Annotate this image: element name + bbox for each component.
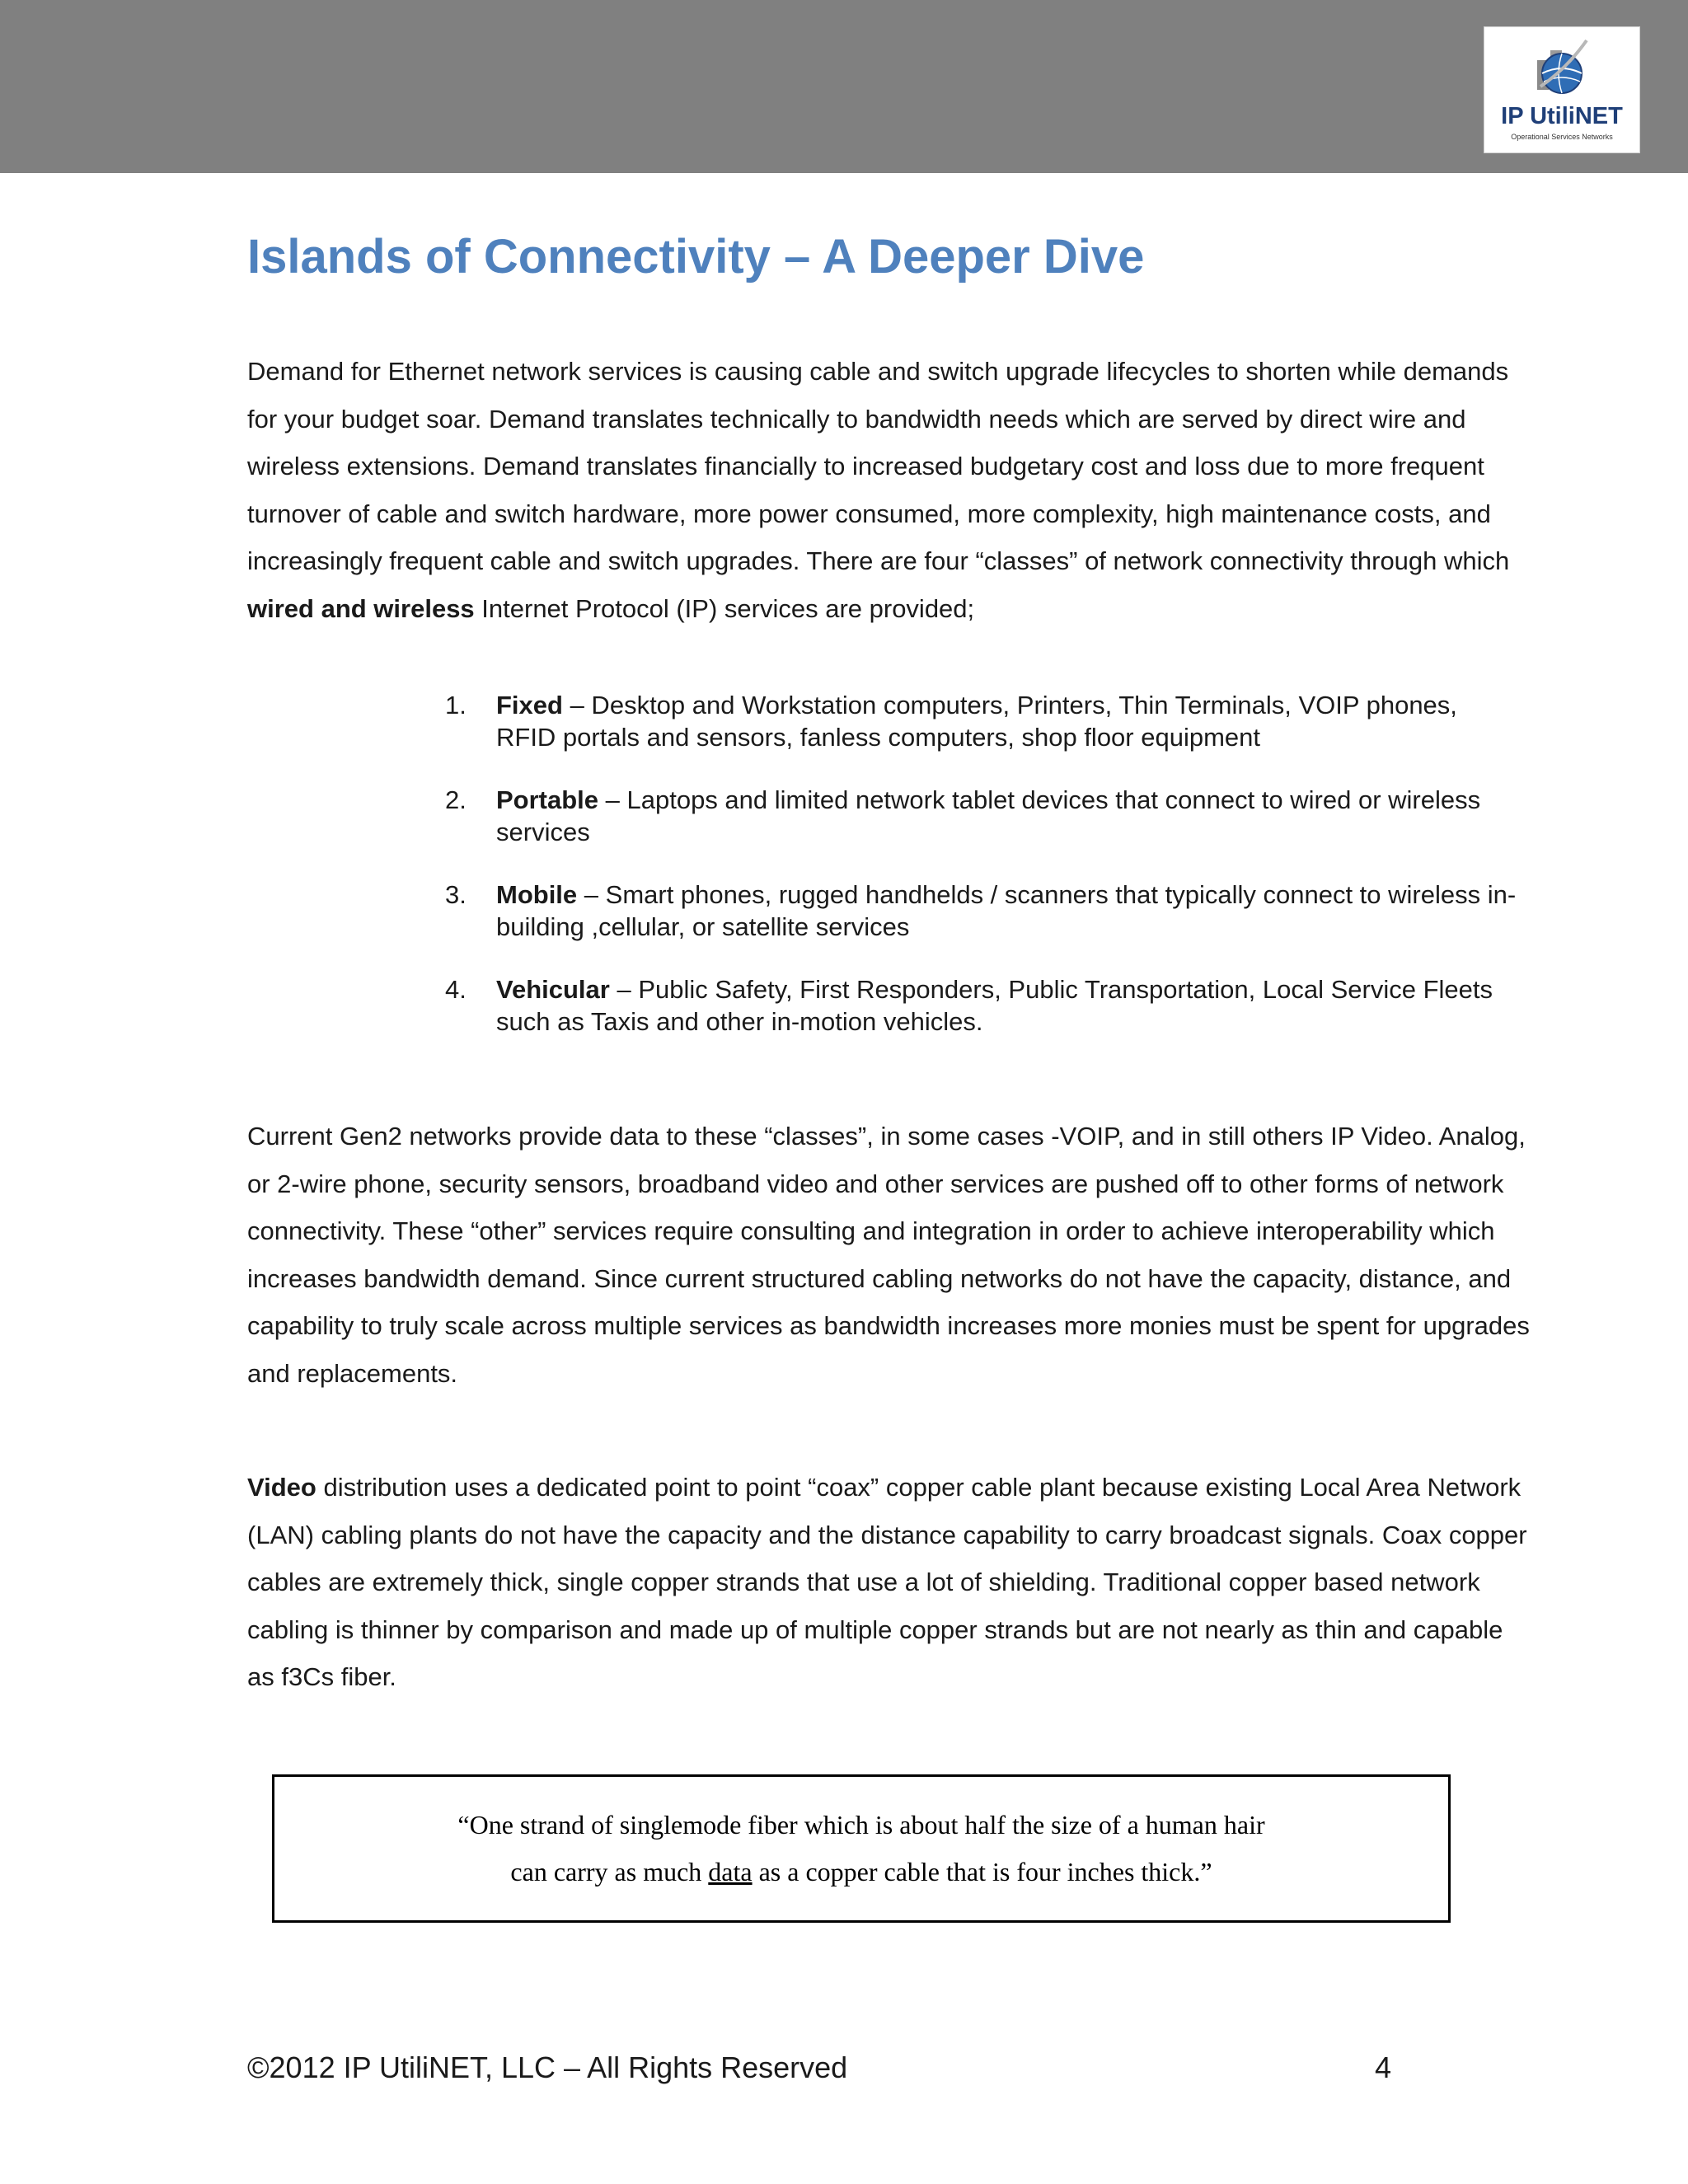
company-logo — [1484, 26, 1640, 153]
quote-line-2 — [274, 1849, 1448, 1896]
list-item — [445, 973, 1517, 1038]
gen2-paragraph: Current Gen2 networks provide data to these “classes”, in some cases -VOIP, and in still others IP Video. Analog, or 2-wire phone, security sensors, broadband video and other services are pushed off to other forms of network connectivity. These “other” services require consulting and integration in order to achieve interoperability which increases bandwidth demand. Since current structured cabling networks do not have the capacity, distance, and capability to truly scale across multiple services as bandwidth increases more monies must be spent for upgrades and replacements. — [247, 1122, 1530, 1388]
intro-paragraph — [247, 348, 1533, 632]
video-text: distribution uses a dedicated point to point “coax” copper cable plant because existing Local Area Network (LAN) cabling plants do not have the capacity and the distance capability to carry broadcast signals. Coax copper cables are extremely thick, single copper strands that use a lot of shielding. Traditional copper based network cabling is thinner by comparison and made up of multiple copper strands but are not nearly as thin and capable as f3Cs fiber. — [247, 1473, 1527, 1691]
list-item-term: Vehicular — [496, 975, 610, 1004]
list-item-number: 2. — [445, 785, 467, 814]
intro-text-end: Internet Protocol (IP) services are provided; — [474, 593, 975, 623]
intro-text-start: Demand for Ethernet network services is causing cable and switch upgrade lifecycles to shorten while demands for your budget soar. Demand translates technically to bandwidth needs which are served by direct wire and wireless extensions. Demand translates financially to increased budgetary cost and loss due to more frequent turnover of cable and switch hardware, more power consumed, more complexity, high maintenance costs, and increasingly frequent cable and switch upgrades. There are four “classes” of network connectivity through which — [247, 357, 1510, 575]
page-number: 4 — [1375, 2050, 1392, 2084]
quote-underlined-word: data — [708, 1857, 753, 1886]
list-item-number: 1. — [445, 691, 467, 719]
video-paragraph — [247, 1464, 1533, 1701]
quote-line-1: “One strand of singlemode fiber which is about half the size of a human hair — [457, 1810, 1265, 1840]
video-bold-term: Video — [247, 1473, 316, 1502]
list-item-term: Fixed — [496, 691, 563, 719]
globe-swoosh-icon — [1534, 35, 1592, 101]
list-item-description: – Desktop and Workstation computers, Printers, Thin Terminals, VOIP phones, RFID portals and sensors, fanless computers, shop floor equipment — [496, 691, 1457, 752]
quote-box — [272, 1774, 1451, 1923]
list-item-number: 4. — [445, 975, 467, 1004]
logo-name: IP UtiliNET — [1501, 103, 1623, 129]
list-item-term: Mobile — [496, 880, 578, 909]
logo-tagline: Operational Services Networks — [1511, 133, 1613, 141]
list-item-number: 3. — [445, 880, 467, 909]
list-item-description: – Laptops and limited network tablet devices that connect to wired or wireless services — [496, 785, 1481, 846]
list-item — [445, 879, 1517, 943]
list-item — [445, 784, 1517, 848]
page-title: Islands of Connectivity – A Deeper Dive — [247, 230, 1145, 284]
intro-bold-term: wired and wireless — [247, 593, 475, 623]
list-item-description: – Smart phones, rugged handhelds / scanners that typically connect to wireless in-building ,cellular, or satellite services — [496, 880, 1517, 941]
list-item-description: – Public Safety, First Responders, Public Transportation, Local Service Fleets such as Taxis and other in-motion vehicles. — [496, 975, 1493, 1036]
quote-line-2-start: can carry as much — [510, 1857, 709, 1886]
list-item — [445, 689, 1517, 753]
footer-copyright: ©2012 IP UtiliNET, LLC – All Rights Reserved — [247, 2050, 848, 2084]
connectivity-classes-list — [445, 689, 1517, 1068]
quote-line-2-end: as a copper cable that is four inches thick.” — [752, 1857, 1212, 1886]
list-item-term: Portable — [496, 785, 599, 814]
header-band — [0, 0, 1688, 173]
